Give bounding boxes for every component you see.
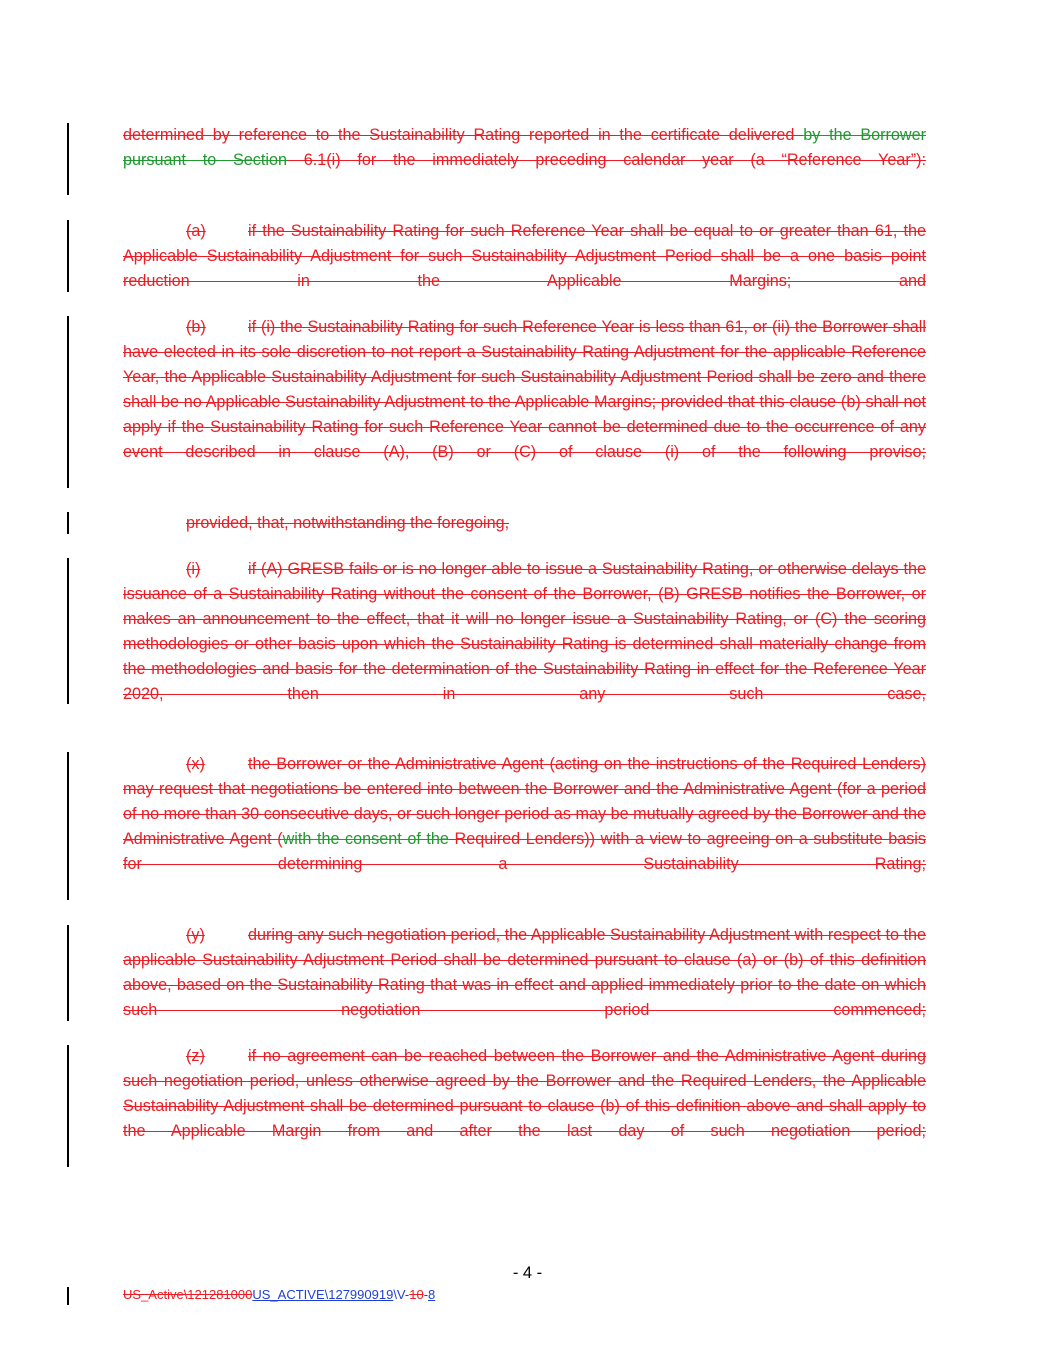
document-footer-ref (123, 1287, 435, 1303)
moved-text: with the consent of the (282, 830, 449, 848)
change-bar (67, 512, 69, 534)
deleted-text: Required Lenders)) with a view to agreeing on a substitute basis for determining a Sustainability Rating; (123, 830, 927, 873)
paragraph-y (123, 923, 926, 1048)
paragraph-b (123, 315, 926, 490)
change-bar (67, 1045, 69, 1167)
change-bar (67, 925, 69, 1021)
deleted-text: if (A) GRESB fails or is no longer able to issue a Sustainability Rating, or otherwise delays the issuance of a Sustainability Rating without the consent of the Borrower, (B) GRESB notifies the Borrower, or makes an announcement to the effect, that it will no longer issue a Sustainability Rating, or (C) the scoring methodologies or other basis upon which the Sustainability Rating is determined shall materially change from the methodologies and basis for the determination of the Sustainability Rating in effect for the Reference Year 2020, then in any such case, (123, 560, 926, 703)
clause-label: (x) (186, 755, 205, 773)
footer-suffix: \V- (393, 1287, 410, 1302)
page-number: - 4 - (512, 1264, 543, 1282)
clause-label: (z) (186, 1047, 205, 1065)
paragraph-x (123, 752, 926, 902)
deleted-text: determined by reference to the Sustainability Rating reported in the certificate delivered (123, 126, 804, 144)
paragraph-proviso (123, 511, 926, 536)
deleted-text: provided, that, notwithstanding the foregoing, (186, 514, 510, 532)
footer-inserted-ref: US_ACTIVE\127990919 (252, 1287, 394, 1302)
change-bar (67, 1287, 69, 1305)
deleted-text: the Borrower or the Administrative Agent (acting on the instructions of the Required Lenders) may request that negotiations be entered into between the Borrower and the Administrative Agent (for a period of no more than 30 consecutive days, or such longer period as may be mutually agreed by the Borrower and the Administrative Agent ( (123, 755, 926, 848)
paragraph-z (123, 1044, 926, 1169)
change-bar (67, 752, 69, 900)
change-bar (67, 123, 69, 195)
paragraph-a (123, 219, 926, 319)
deleted-text: if the Sustainability Rating for such Reference Year shall be equal to or greater than 61, the Applicable Sustainability Adjustment for such Sustainability Adjustment Period shall be a one basis point reduction in the Applicable Margins; and (123, 222, 926, 290)
paragraph-i (123, 557, 926, 732)
deleted-text: if (i) the Sustainability Rating for such Reference Year is less than 61, or (ii) the Borrower shall have elected in its sole discretion to not report a Sustainability Rating Adjustment for the applicable Reference Year, the Applicable Sustainability Adjustment for such Sustainability Adjustment Period shall be zero and there shall be no Applicable Sustainability Adjustment to the Applicable Margins; provided that this clause (b) shall not apply if the Sustainability Rating for such Reference Year cannot be determined due to the occurrence of any event described in clause (A), (B) or (C) of clause (i) of the following proviso; (123, 318, 926, 461)
deleted-text: 6.1(i) for the immediately preceding calendar year (a “Reference Year”): (287, 151, 927, 169)
change-bar (67, 220, 69, 292)
moved-text: by the Borrower pursuant to Section (123, 126, 927, 169)
deleted-text: during any such negotiation period, the Applicable Sustainability Adjustment with respect to the applicable Sustainability Adjustment Period shall be determined pursuant to clause (a) or (b) of this definition above, based on the Sustainability Rating that was in effect and applied immediately prior to the date on which such negotiation period commenced; (123, 926, 926, 1019)
footer-separator: - (423, 1287, 429, 1302)
footer-inserted-version: 8 (428, 1287, 436, 1302)
change-bar (67, 316, 69, 488)
paragraph-intro (123, 123, 926, 198)
clause-label: (i) (186, 560, 201, 578)
footer-deleted-version: 10 (409, 1287, 424, 1302)
clause-label: (y) (186, 926, 205, 944)
footer-deleted-ref: US_Active\121281000 (123, 1287, 253, 1302)
clause-label: (a) (186, 222, 206, 240)
clause-label: (b) (186, 318, 206, 336)
deleted-text: if no agreement can be reached between the Borrower and the Administrative Agent during such negotiation period, unless otherwise agreed by the Borrower and the Required Lenders, the Applicable Sustainability Adjustment shall be determined pursuant to clause (b) of this definition above and shall apply to the Applicable Margin from and after the last day of such negotiation period; (123, 1047, 926, 1140)
change-bar (67, 558, 69, 704)
